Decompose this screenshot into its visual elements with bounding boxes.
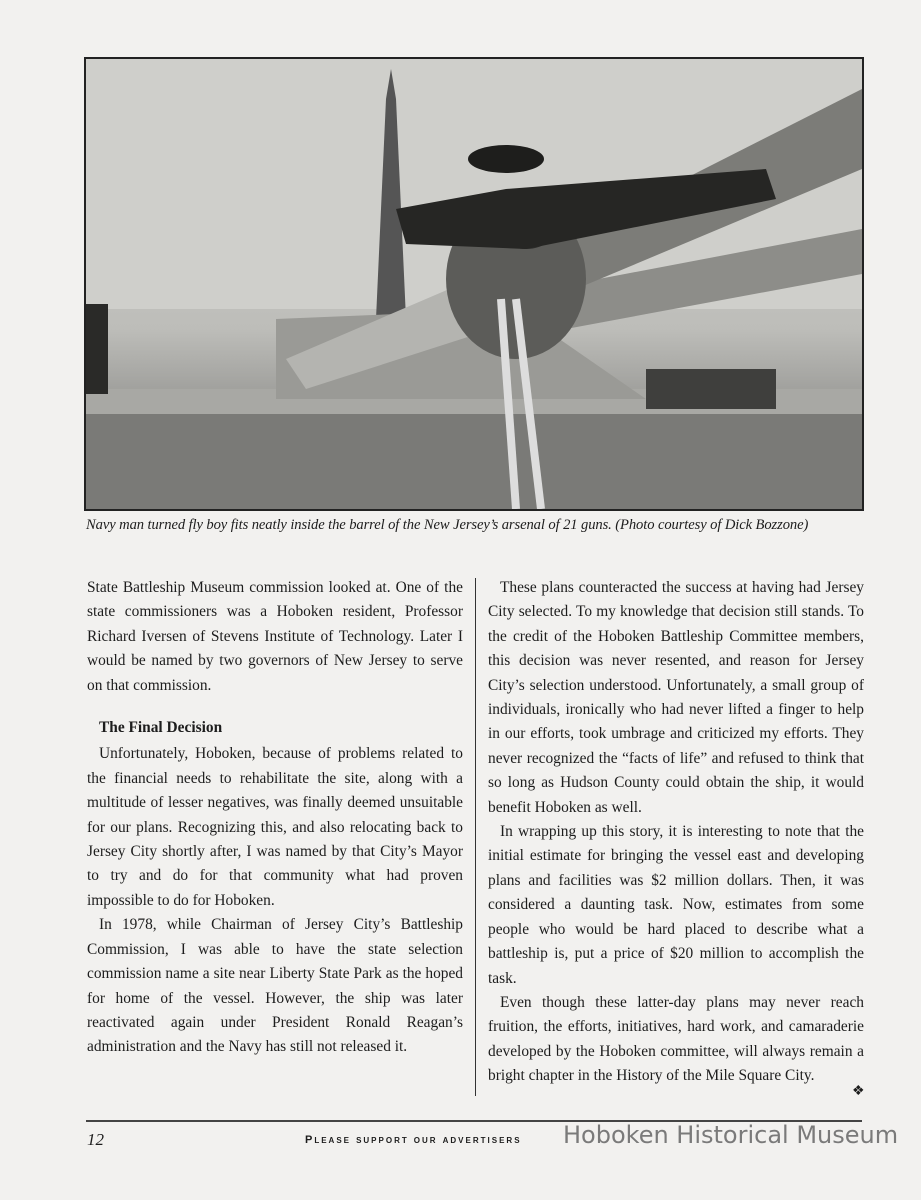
left-column xyxy=(87,576,463,1060)
paragraph: These plans counteracted the success at having had Jersey City selected. To my knowledge that decision still stands. To the credit of the Hoboken Battleship Committee members, this decision was never resented, and reason for Jersey City’s selection understood. Unfortunately, a small group of individuals, ironically who had never lifted a finger to help in our efforts, took umbrage and criticized my efforts. They never recognized the “facts of life” and refused to think that so long as Hudson County could obtain the ship, it would benefit Hoboken as well. xyxy=(488,579,864,816)
end-mark-icon: ❖ xyxy=(852,1084,865,1099)
paragraph: Unfortunately, Hoboken, because of problems related to the financial needs to rehabilitate the site, along with a multitude of lesser negatives, was finally deemed unsuitable for our plans. Recognizing this, and also relocating back to Jersey City shortly after, I was named by that City’s Mayor to try and do for that community what had proven impossible to do for Hoboken. xyxy=(87,745,463,909)
paragraph: State Battleship Museum commission looked at. One of the state commissioners was a Hoboken resident, Professor Richard Iversen of Stevens Institute of Technology. Later I would be named by two governors of New Jersey to serve on that commission. xyxy=(87,579,463,694)
photo-caption: Navy man turned fly boy fits neatly inside the barrel of the New Jersey’s arsenal of 21 guns. (Photo courtesy of Dick Bozzone) xyxy=(86,517,809,533)
photo-illustration xyxy=(86,59,862,509)
column-divider xyxy=(475,578,476,1096)
paragraph: In wrapping up this story, it is interesting to note that the initial estimate for bringing the vessel east and developing plans and facilities was $2 million dollars. Then, it was considered a daunting task. Now, estimates from some people who would be hard placed to describe what a battleship is, put a price of $20 million to accomplish the task. xyxy=(488,823,864,987)
battleship-photo xyxy=(84,57,864,511)
page-number: 12 xyxy=(87,1130,104,1149)
watermark: Hoboken Historical Museum xyxy=(563,1121,899,1149)
paragraph: In 1978, while Chairman of Jersey City’s Battleship Commission, I was able to have the state selection commission name a site near Liberty State Park as the hoped for home of the vessel. However, the ship was later reactivated again under President Ronald Reagan’s administration and the Navy has still not released it. xyxy=(87,916,463,1056)
paragraph: Even though these latter-day plans may never reach fruition, the efforts, initiatives, hard work, and camaraderie developed by the Hoboken committee, will always remain a bright chapter in the History of the Mile Square City. xyxy=(488,993,864,1085)
footer-text: Please support our advertisers xyxy=(305,1134,522,1146)
right-column xyxy=(488,576,864,1089)
section-heading: The Final Decision xyxy=(99,719,223,737)
